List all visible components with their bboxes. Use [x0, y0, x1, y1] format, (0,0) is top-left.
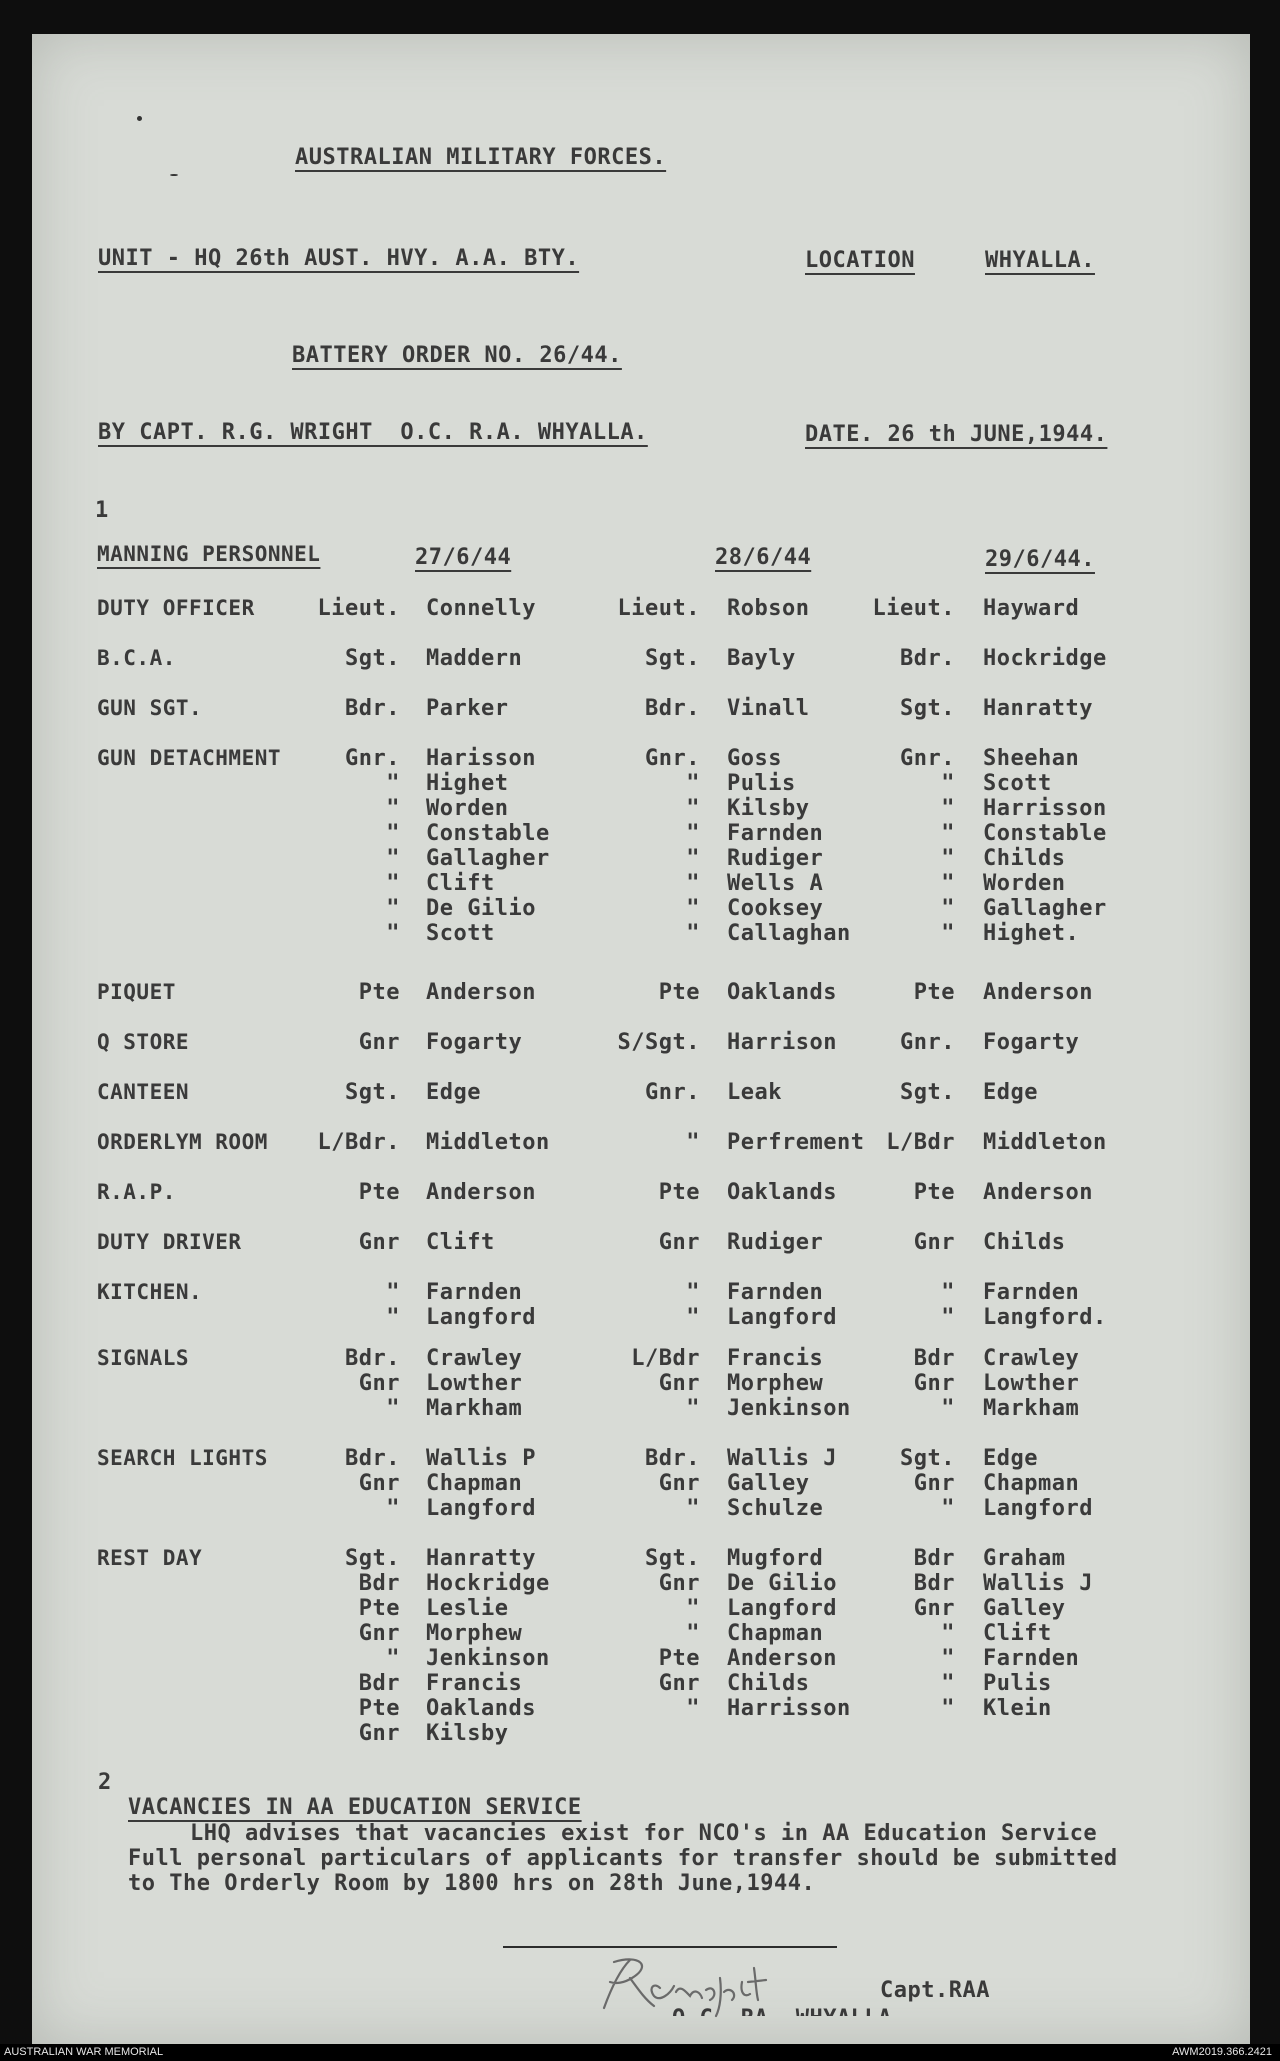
personnel-name: Sheehan: [983, 746, 1080, 771]
personnel-name: Worden: [426, 796, 509, 821]
rank-abbrev: ": [941, 1646, 955, 1671]
rank-abbrev: ": [686, 1621, 700, 1646]
personnel-name: Langford: [426, 1305, 536, 1330]
rank-abbrev: L/Bdr.: [317, 1130, 400, 1155]
date-column-1: 27/6/44: [415, 545, 512, 570]
location-label: LOCATION: [805, 248, 915, 273]
rank-abbrev: ": [941, 771, 955, 796]
rank-abbrev: Bdr: [913, 1346, 955, 1371]
personnel-name: Hockridge: [983, 646, 1107, 671]
rank-abbrev: ": [941, 796, 955, 821]
rank-abbrev: ": [386, 871, 400, 896]
duty-label: SEARCH LIGHTS: [97, 1446, 268, 1470]
personnel-name: Oaklands: [727, 1180, 837, 1205]
personnel-name: Fogarty: [983, 1030, 1080, 1055]
rank-abbrev: Sgt.: [345, 1080, 400, 1105]
rank-abbrev: ": [686, 796, 700, 821]
rank-abbrev: ": [386, 1496, 400, 1521]
personnel-name: Fogarty: [426, 1030, 523, 1055]
date-column-2: 28/6/44: [715, 545, 812, 570]
rank-abbrev: ": [386, 846, 400, 871]
rank-abbrev: Sgt.: [900, 1080, 955, 1105]
duty-label: PIQUET: [97, 980, 176, 1004]
personnel-name: Gallagher: [983, 896, 1107, 921]
rank-abbrev: ": [686, 871, 700, 896]
personnel-name: Francis: [727, 1346, 824, 1371]
rank-abbrev: Gnr: [358, 1471, 400, 1496]
rank-abbrev: Gnr.: [900, 1030, 955, 1055]
personnel-name: Langford: [727, 1596, 837, 1621]
document-title: AUSTRALIAN MILITARY FORCES.: [295, 145, 667, 170]
rank-abbrev: ": [941, 921, 955, 946]
rank-abbrev: ": [941, 1305, 955, 1330]
personnel-name: Edge: [426, 1080, 481, 1105]
rank-abbrev: ": [686, 821, 700, 846]
duty-label: GUN DETACHMENT: [97, 746, 282, 770]
battery-order-number: BATTERY ORDER NO. 26/44.: [292, 343, 622, 368]
rank-abbrev: ": [941, 896, 955, 921]
personnel-name: Hayward: [983, 596, 1080, 621]
section-2-number: 2: [98, 1770, 112, 1795]
duty-label: DUTY DRIVER: [97, 1230, 242, 1254]
personnel-name: Klein: [983, 1696, 1052, 1721]
rank-abbrev: Bdr: [913, 1571, 955, 1596]
personnel-name: Chapman: [426, 1471, 523, 1496]
personnel-name: Edge: [983, 1080, 1038, 1105]
rank-abbrev: ": [386, 1396, 400, 1421]
rank-abbrev: Gnr.: [645, 1080, 700, 1105]
personnel-name: Middleton: [426, 1130, 550, 1155]
rank-abbrev: ": [941, 1621, 955, 1646]
rank-abbrev: Gnr.: [345, 746, 400, 771]
rank-abbrev: ": [686, 1496, 700, 1521]
duty-label: ORDERLYM ROOM: [97, 1130, 268, 1154]
personnel-name: Highet: [426, 771, 509, 796]
personnel-name: Chapman: [727, 1621, 824, 1646]
personnel-name: Highet.: [983, 921, 1080, 946]
personnel-name: Lowther: [983, 1371, 1080, 1396]
rank-abbrev: Bdr.: [345, 1446, 400, 1471]
rank-abbrev: ": [386, 771, 400, 796]
rank-abbrev: Sgt.: [345, 646, 400, 671]
personnel-name: Rudiger: [727, 1230, 824, 1255]
personnel-name: Oaklands: [727, 980, 837, 1005]
personnel-name: Wells A: [727, 871, 824, 896]
section-1-number: 1: [95, 498, 109, 523]
rank-abbrev: Pte: [358, 1696, 400, 1721]
rank-abbrev: Sgt.: [345, 1546, 400, 1571]
rank-abbrev: Gnr: [913, 1596, 955, 1621]
section-1-heading: MANNING PERSONNEL: [97, 542, 321, 566]
rank-abbrev: ": [941, 1496, 955, 1521]
rank-abbrev: ": [686, 1130, 700, 1155]
rank-abbrev: ": [686, 1596, 700, 1621]
rank-abbrev: Sgt.: [645, 646, 700, 671]
personnel-name: Langford: [426, 1496, 536, 1521]
personnel-name: Crawley: [983, 1346, 1080, 1371]
unit-line: UNIT - HQ 26th AUST. HVY. A.A. BTY.: [98, 246, 580, 271]
personnel-name: Scott: [983, 771, 1052, 796]
personnel-name: Robson: [727, 596, 810, 621]
rank-abbrev: Pte: [658, 1180, 700, 1205]
rank-abbrev: Gnr: [658, 1571, 700, 1596]
personnel-name: Chapman: [983, 1471, 1080, 1496]
rank-abbrev: Lieut.: [872, 596, 955, 621]
rank-abbrev: Pte: [658, 980, 700, 1005]
rank-abbrev: ": [941, 871, 955, 896]
rank-abbrev: ": [386, 821, 400, 846]
duty-label: KITCHEN.: [97, 1280, 203, 1304]
personnel-name: Farnden: [727, 1280, 824, 1305]
rank-abbrev: Gnr: [913, 1230, 955, 1255]
duty-label: DUTY OFFICER: [97, 596, 255, 620]
rank-abbrev: Pte: [358, 980, 400, 1005]
rank-abbrev: Bdr: [358, 1571, 400, 1596]
rank-abbrev: Pte: [658, 1646, 700, 1671]
rank-abbrev: Pte: [913, 980, 955, 1005]
rank-abbrev: Gnr: [358, 1721, 400, 1746]
rank-abbrev: Gnr: [358, 1230, 400, 1255]
personnel-name: Crawley: [426, 1346, 523, 1371]
rank-abbrev: ": [941, 846, 955, 871]
rank-abbrev: ": [941, 1671, 955, 1696]
personnel-name: Middleton: [983, 1130, 1107, 1155]
rank-abbrev: Gnr: [913, 1471, 955, 1496]
personnel-name: De Gilio: [426, 896, 536, 921]
personnel-name: Markham: [983, 1396, 1080, 1421]
rank-abbrev: ": [941, 1280, 955, 1305]
rank-abbrev: Gnr: [658, 1230, 700, 1255]
personnel-name: Pulis: [983, 1671, 1052, 1696]
rank-abbrev: Gnr: [358, 1030, 400, 1055]
rank-abbrev: Bdr: [358, 1671, 400, 1696]
rank-abbrev: Gnr.: [645, 746, 700, 771]
personnel-name: Jenkinson: [426, 1646, 550, 1671]
personnel-name: Francis: [426, 1671, 523, 1696]
personnel-name: Callaghan: [727, 921, 851, 946]
location-value: WHYALLA.: [985, 248, 1095, 273]
ink-speck: [137, 116, 142, 121]
rank-abbrev: L/Bdr: [631, 1346, 700, 1371]
personnel-name: Harisson: [426, 746, 536, 771]
rank-abbrev: Bdr.: [345, 696, 400, 721]
footer-accession-number: AWM2019.366.2421: [1172, 2046, 1272, 2058]
rank-abbrev: ": [386, 1280, 400, 1305]
personnel-name: Clift: [983, 1621, 1052, 1646]
personnel-name: Worden: [983, 871, 1066, 896]
personnel-name: Leak: [727, 1080, 782, 1105]
personnel-name: Childs: [983, 846, 1066, 871]
rank-abbrev: ": [686, 1280, 700, 1305]
issued-by-line: BY CAPT. R.G. WRIGHT O.C. R.A. WHYALLA.: [98, 420, 648, 445]
personnel-name: Goss: [727, 746, 782, 771]
rank-abbrev: ": [686, 1305, 700, 1330]
personnel-name: Pulis: [727, 771, 796, 796]
duty-label: B.C.A.: [97, 646, 176, 670]
personnel-name: Hanratty: [983, 696, 1093, 721]
rank-abbrev: ": [941, 1396, 955, 1421]
personnel-name: Kilsby: [426, 1721, 509, 1746]
rank-abbrev: Gnr: [658, 1371, 700, 1396]
rank-abbrev: Bdr: [913, 1546, 955, 1571]
personnel-name: Scott: [426, 921, 495, 946]
section-2-line-2: Full personal particulars of applicants for transfer should be submitted: [128, 1846, 1118, 1871]
duty-label: Q STORE: [97, 1030, 190, 1054]
rank-abbrev: Lieut.: [617, 596, 700, 621]
personnel-name: Anderson: [426, 980, 536, 1005]
personnel-name: Gallagher: [426, 846, 550, 871]
rank-abbrev: ": [941, 821, 955, 846]
rank-abbrev: Gnr: [358, 1371, 400, 1396]
rank-abbrev: ": [686, 921, 700, 946]
personnel-name: Anderson: [727, 1646, 837, 1671]
duty-label: GUN SGT.: [97, 696, 203, 720]
personnel-name: Clift: [426, 1230, 495, 1255]
rank-abbrev: Gnr.: [900, 746, 955, 771]
personnel-name: Mugford: [727, 1546, 824, 1571]
duty-label: REST DAY: [97, 1546, 203, 1570]
personnel-name: Langford.: [983, 1305, 1107, 1330]
personnel-name: Harrison: [727, 1030, 837, 1055]
rank-abbrev: Pte: [358, 1180, 400, 1205]
personnel-name: Oaklands: [426, 1696, 536, 1721]
personnel-name: Kilsby: [727, 796, 810, 821]
rank-abbrev: L/Bdr: [886, 1130, 955, 1155]
section-2-line-3: to The Orderly Room by 1800 hrs on 28th June,1944.: [128, 1871, 816, 1896]
personnel-name: Schulze: [727, 1496, 824, 1521]
personnel-name: Farnden: [426, 1280, 523, 1305]
personnel-name: Anderson: [426, 1180, 536, 1205]
rank-abbrev: Bdr.: [645, 696, 700, 721]
personnel-name: Hanratty: [426, 1546, 536, 1571]
personnel-name: Maddern: [426, 646, 523, 671]
rank-abbrev: ": [386, 796, 400, 821]
personnel-name: Harrisson: [727, 1696, 851, 1721]
rank-abbrev: Lieut.: [317, 596, 400, 621]
duty-label: R.A.P.: [97, 1180, 176, 1204]
personnel-name: Perfrement: [727, 1130, 865, 1155]
personnel-name: Farnden: [983, 1646, 1080, 1671]
personnel-name: Graham: [983, 1546, 1066, 1571]
rank-abbrev: Gnr: [658, 1471, 700, 1496]
order-date: DATE. 26 th JUNE,1944.: [805, 422, 1108, 447]
personnel-name: Wallis J: [727, 1446, 837, 1471]
duty-label: SIGNALS: [97, 1346, 190, 1370]
rank-abbrev: Sgt.: [645, 1546, 700, 1571]
rank-abbrev: ": [386, 1646, 400, 1671]
personnel-name: Constable: [983, 821, 1107, 846]
personnel-name: Vinall: [727, 696, 810, 721]
signatory-rank: Capt.RAA: [880, 1978, 990, 2003]
personnel-name: Childs: [727, 1671, 810, 1696]
personnel-name: Leslie: [426, 1596, 509, 1621]
rank-abbrev: Gnr: [913, 1371, 955, 1396]
rank-abbrev: ": [686, 1696, 700, 1721]
personnel-name: Galley: [983, 1596, 1066, 1621]
rank-abbrev: ": [686, 846, 700, 871]
personnel-name: Clift: [426, 871, 495, 896]
rank-abbrev: ": [686, 896, 700, 921]
personnel-name: Anderson: [983, 1180, 1093, 1205]
personnel-name: Jenkinson: [727, 1396, 851, 1421]
rank-abbrev: Bdr.: [900, 646, 955, 671]
personnel-name: Connelly: [426, 596, 536, 621]
ink-speck: [170, 174, 178, 176]
personnel-name: Anderson: [983, 980, 1093, 1005]
archive-footer: [0, 2044, 1280, 2061]
rank-abbrev: ": [686, 771, 700, 796]
personnel-name: De Gilio: [727, 1571, 837, 1596]
section-2-heading: VACANCIES IN AA EDUCATION SERVICE: [128, 1795, 582, 1820]
personnel-name: Cooksey: [727, 896, 824, 921]
personnel-name: Langford: [727, 1305, 837, 1330]
personnel-name: Edge: [983, 1446, 1038, 1471]
personnel-name: Rudiger: [727, 846, 824, 871]
duty-label: CANTEEN: [97, 1080, 190, 1104]
rank-abbrev: Bdr.: [645, 1446, 700, 1471]
personnel-name: Bayly: [727, 646, 796, 671]
personnel-name: Morphew: [727, 1371, 824, 1396]
personnel-name: Morphew: [426, 1621, 523, 1646]
personnel-name: Farnden: [727, 821, 824, 846]
date-column-3: 29/6/44.: [985, 547, 1095, 572]
rank-abbrev: ": [941, 1696, 955, 1721]
personnel-name: Farnden: [983, 1280, 1080, 1305]
rank-abbrev: S/Sgt.: [617, 1030, 700, 1055]
personnel-name: Wallis P: [426, 1446, 536, 1471]
rank-abbrev: Sgt.: [900, 696, 955, 721]
personnel-name: Childs: [983, 1230, 1066, 1255]
rank-abbrev: Gnr: [358, 1621, 400, 1646]
rank-abbrev: ": [386, 896, 400, 921]
rank-abbrev: Bdr.: [345, 1346, 400, 1371]
rank-abbrev: Gnr: [658, 1671, 700, 1696]
rank-abbrev: Sgt.: [900, 1446, 955, 1471]
rank-abbrev: ": [386, 1305, 400, 1330]
personnel-name: Parker: [426, 696, 509, 721]
footer-institution: AUSTRALIAN WAR MEMORIAL: [4, 2046, 164, 2058]
personnel-name: Wallis J: [983, 1571, 1093, 1596]
rank-abbrev: Pte: [358, 1596, 400, 1621]
personnel-name: Harrisson: [983, 796, 1107, 821]
rank-abbrev: ": [686, 1396, 700, 1421]
personnel-name: Lowther: [426, 1371, 523, 1396]
personnel-name: Langford: [983, 1496, 1093, 1521]
rank-abbrev: Pte: [913, 1180, 955, 1205]
personnel-name: Galley: [727, 1471, 810, 1496]
section-2-line-1: LHQ advises that vacancies exist for NCO's in AA Education Service: [190, 1821, 1098, 1846]
personnel-name: Markham: [426, 1396, 523, 1421]
personnel-name: Hockridge: [426, 1571, 550, 1596]
personnel-name: Constable: [426, 821, 550, 846]
rank-abbrev: ": [386, 921, 400, 946]
